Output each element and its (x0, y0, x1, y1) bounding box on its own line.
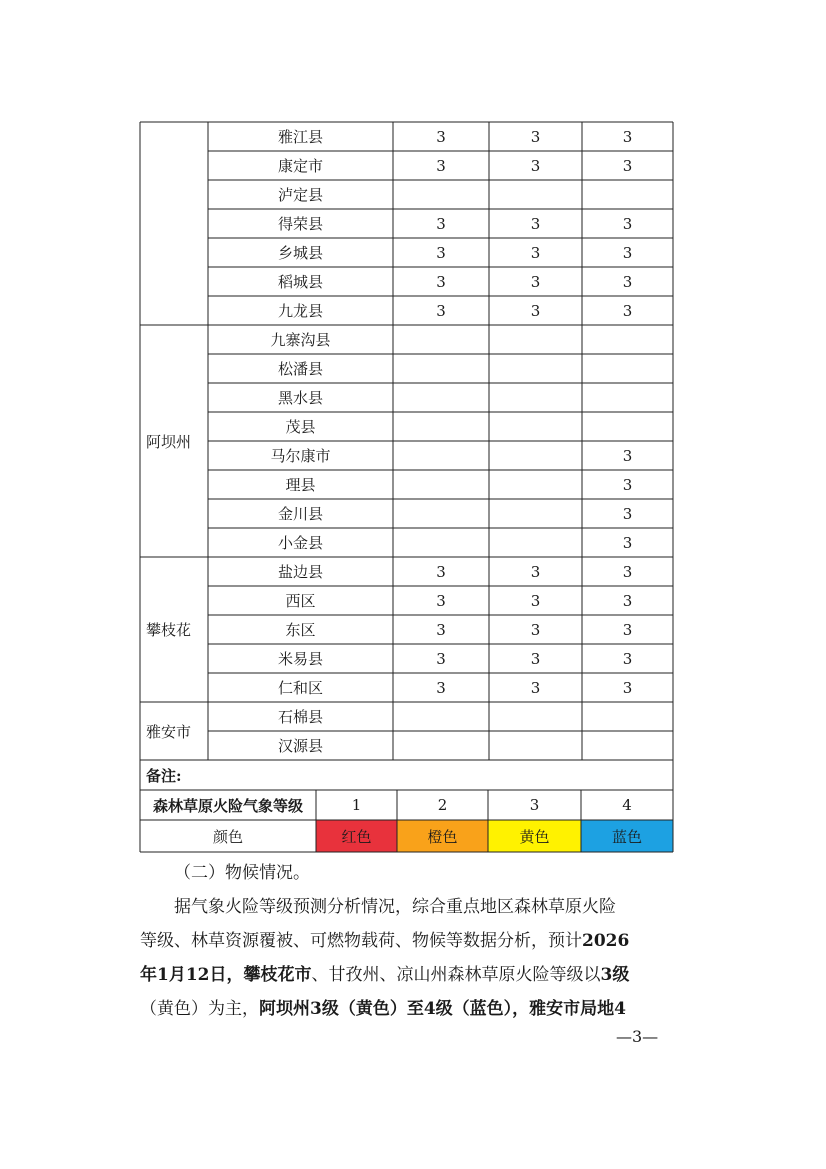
paragraph-line-4: （黄色）为主，阿坝州3级（黄色）至4级（蓝色），雅安市局地4 (140, 999, 626, 1019)
level-value: 3 (622, 562, 633, 581)
county-name: 东区 (285, 621, 316, 639)
level-value: 3 (530, 214, 541, 233)
paragraph-line-1: 据气象火险等级预测分析情况，综合重点地区森林草原火险 (174, 897, 616, 917)
county-name: 乡城县 (277, 244, 323, 262)
county-name: 理县 (285, 476, 316, 494)
level-value: 3 (530, 620, 541, 639)
color-label: 橙色 (427, 827, 458, 846)
level-value: 3 (530, 243, 541, 262)
level-value: 3 (622, 475, 633, 494)
region-label: 攀枝花 (146, 621, 192, 639)
level-value: 3 (436, 649, 446, 668)
level-value: 3 (436, 127, 446, 146)
level-value: 3 (622, 678, 633, 697)
paragraph-line-3: 年1月12日，攀枝花市、甘孜州、凉山州森林草原火险等级以3级 (140, 965, 630, 985)
county-name: 泸定县 (277, 186, 323, 204)
level-value: 3 (622, 214, 633, 233)
county-name: 九龙县 (277, 302, 323, 320)
level-value: 3 (436, 272, 446, 291)
level-number: 3 (529, 796, 540, 814)
level-value: 3 (622, 620, 633, 639)
county-name: 稻城县 (277, 273, 323, 291)
level-value: 3 (530, 272, 541, 291)
color-header: 颜色 (212, 827, 243, 846)
county-name: 米易县 (277, 650, 323, 668)
level-value: 3 (622, 446, 633, 465)
note-label: 备注: (146, 766, 182, 785)
level-value: 3 (622, 156, 633, 175)
county-name: 康定市 (277, 157, 323, 175)
level-value: 3 (530, 127, 541, 146)
level-value: 3 (530, 649, 541, 668)
level-value: 3 (622, 243, 633, 262)
level-value: 3 (622, 272, 633, 291)
county-name: 得荣县 (277, 215, 323, 233)
level-number: 2 (437, 796, 448, 814)
region-label: 雅安市 (146, 722, 192, 741)
level-number: 4 (622, 796, 632, 814)
level-value: 3 (622, 649, 633, 668)
county-name: 西区 (285, 592, 316, 610)
level-value: 3 (622, 591, 633, 610)
county-name: 小金县 (277, 534, 323, 552)
level-value: 3 (436, 301, 446, 320)
section-title: （二）物候情况。 (174, 863, 310, 883)
level-value: 3 (436, 591, 446, 610)
county-name: 黑水县 (277, 389, 323, 407)
color-label: 黄色 (519, 827, 550, 846)
county-name: 仁和区 (277, 679, 323, 697)
level-value: 3 (530, 301, 541, 320)
level-value: 3 (436, 678, 446, 697)
paragraph-line-2: 等级、林草资源覆被、可燃物载荷、物候等数据分析，预计2026 (140, 931, 630, 951)
county-name: 盐边县 (277, 563, 323, 581)
level-value: 3 (436, 243, 446, 262)
county-name: 金川县 (277, 505, 323, 523)
level-value: 3 (622, 533, 633, 552)
county-name: 石棉县 (277, 708, 323, 726)
level-value: 3 (622, 127, 633, 146)
level-header: 森林草原火险气象等级 (152, 796, 303, 815)
level-value: 3 (530, 591, 541, 610)
level-value: 3 (530, 562, 541, 581)
level-value: 3 (436, 562, 446, 581)
county-name: 雅江县 (277, 128, 323, 146)
level-number: 1 (351, 796, 362, 814)
county-name: 茂县 (285, 418, 316, 436)
level-value: 3 (530, 678, 541, 697)
color-label: 红色 (341, 827, 372, 846)
color-label: 蓝色 (611, 827, 642, 846)
region-label: 阿坝州 (146, 432, 192, 451)
page-number: —3— (616, 1027, 659, 1046)
level-value: 3 (436, 156, 446, 175)
level-value: 3 (622, 504, 633, 523)
county-name: 九寨沟县 (270, 331, 331, 349)
level-value: 3 (436, 620, 446, 639)
county-name: 松潘县 (277, 360, 323, 378)
level-value: 3 (530, 156, 541, 175)
county-name: 汉源县 (277, 737, 323, 755)
level-value: 3 (436, 214, 446, 233)
level-value: 3 (622, 301, 633, 320)
county-name: 马尔康市 (270, 447, 331, 465)
